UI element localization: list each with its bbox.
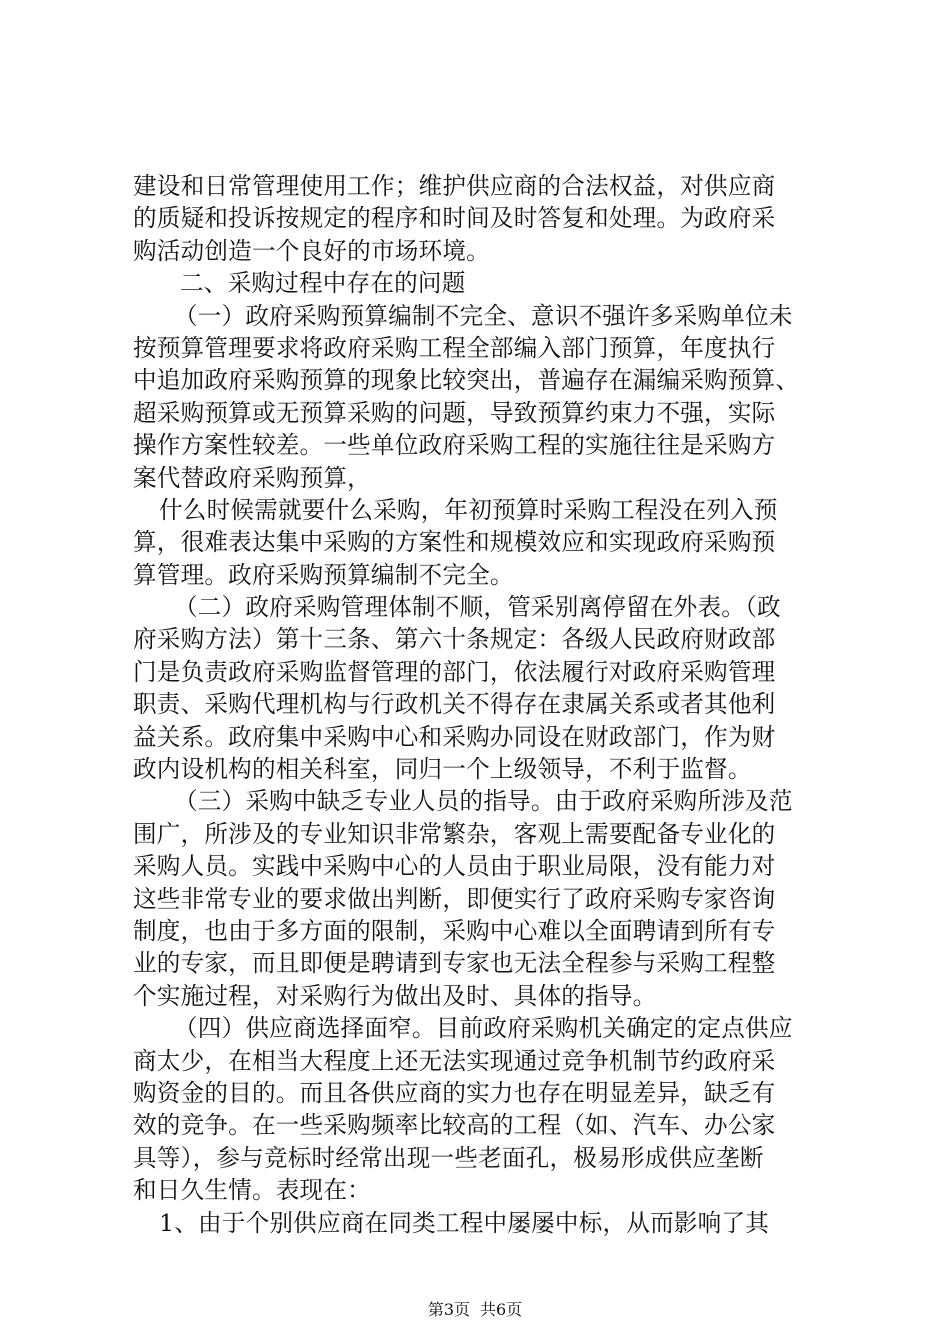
text-line: 的质疑和投诉按规定的程序和时间及时答复和处理。为政府采 [133, 204, 776, 233]
text-line: 超采购预算或无预算采购的问题，导致预算约束力不强，实际 [133, 398, 776, 427]
text-line: （四）供应商选择面窄。目前政府采购机关确定的定点供应 [174, 1014, 793, 1043]
text-line: 具等），参与竞标时经常出现一些老面孔，极易形成供应垄断 [133, 1143, 764, 1172]
text-line: 1、由于个别供应商在同类工程中屡屡中标，从而影响了其 [159, 1208, 770, 1237]
text-line: 按预算管理要求将政府采购工程全部编入部门预算，年度执行 [133, 333, 776, 362]
page-total: 共6页 [480, 1300, 523, 1319]
page-footer [0, 1300, 950, 1320]
text-line: 效的竞争。在一些采购频率比较高的工程（如、汽车、办公家 [133, 1111, 776, 1140]
document-body [133, 170, 828, 1239]
text-line: 中追加政府采购预算的现象比较突出，普遍存在漏编采购预算、 [133, 366, 800, 395]
page-number: 第3页 [427, 1300, 470, 1319]
text-line: 这些非常专业的要求做出判断，即便实行了政府采购专家咨询 [133, 884, 776, 913]
text-line: 政内设机构的相关科室，同归一个上级领导，不利于监督。 [133, 755, 752, 784]
text-line: 算管理。政府采购预算编制不完全。 [133, 560, 514, 589]
text-line: 职责、采购代理机构与行政机关不得存在隶属关系或者其他利 [133, 690, 776, 719]
text-line: 围广，所涉及的专业知识非常繁杂，客观上需要配备专业化的 [133, 819, 776, 848]
text-line: 采购人员。实践中采购中心的人员由于职业局限，没有能力对 [133, 852, 776, 881]
text-line: 案代替政府采购预算， [133, 463, 371, 492]
text-line: （二）政府采购管理体制不顺，管采别离停留在外表。（政 [174, 593, 781, 622]
text-line: 府采购方法）第十三条、第六十条规定：各级人民政府财政部 [133, 625, 776, 654]
text-line: 购活动创造一个良好的市场环境。 [133, 236, 490, 265]
text-line: 商太少，在相当大程度上还无法实现通过竞争机制节约政府采 [133, 1046, 776, 1075]
text-line: 购资金的目的。而且各供应商的实力也存在明显差异，缺乏有 [133, 1078, 776, 1107]
text-line: 门是负责政府采购监督管理的部门，依法履行对政府采购管理 [133, 657, 776, 686]
text-line: 业的专家，而且即便是聘请到专家也无法全程参与采购工程整 [133, 949, 776, 978]
text-line: 算，很难表达集中采购的方案性和规模效应和实现政府采购预 [133, 528, 776, 557]
section-heading: 二、采购过程中存在的问题 [180, 269, 466, 298]
text-line: （三）采购中缺乏专业人员的指导。由于政府采购所涉及范 [174, 787, 793, 816]
text-line: （一）政府采购预算编制不完全、意识不强许多采购单位未 [174, 301, 793, 330]
text-line: 什么时候需就要什么采购，年初预算时采购工程没在列入预 [159, 495, 778, 524]
text-line: 操作方案性较差。一些单位政府采购工程的实施往往是采购方 [133, 431, 776, 460]
text-line: 和日久生情。表现在： [133, 1176, 371, 1205]
text-line: 建设和日常管理使用工作；维护供应商的合法权益，对供应商 [133, 172, 776, 200]
text-line: 个实施过程，对采购行为做出及时、具体的指导。 [133, 981, 657, 1010]
text-line: 制度，也由于多方面的限制，采购中心难以全面聘请到所有专 [133, 916, 776, 945]
text-line: 益关系。政府集中采购中心和采购办同设在财政部门，作为财 [133, 722, 776, 751]
